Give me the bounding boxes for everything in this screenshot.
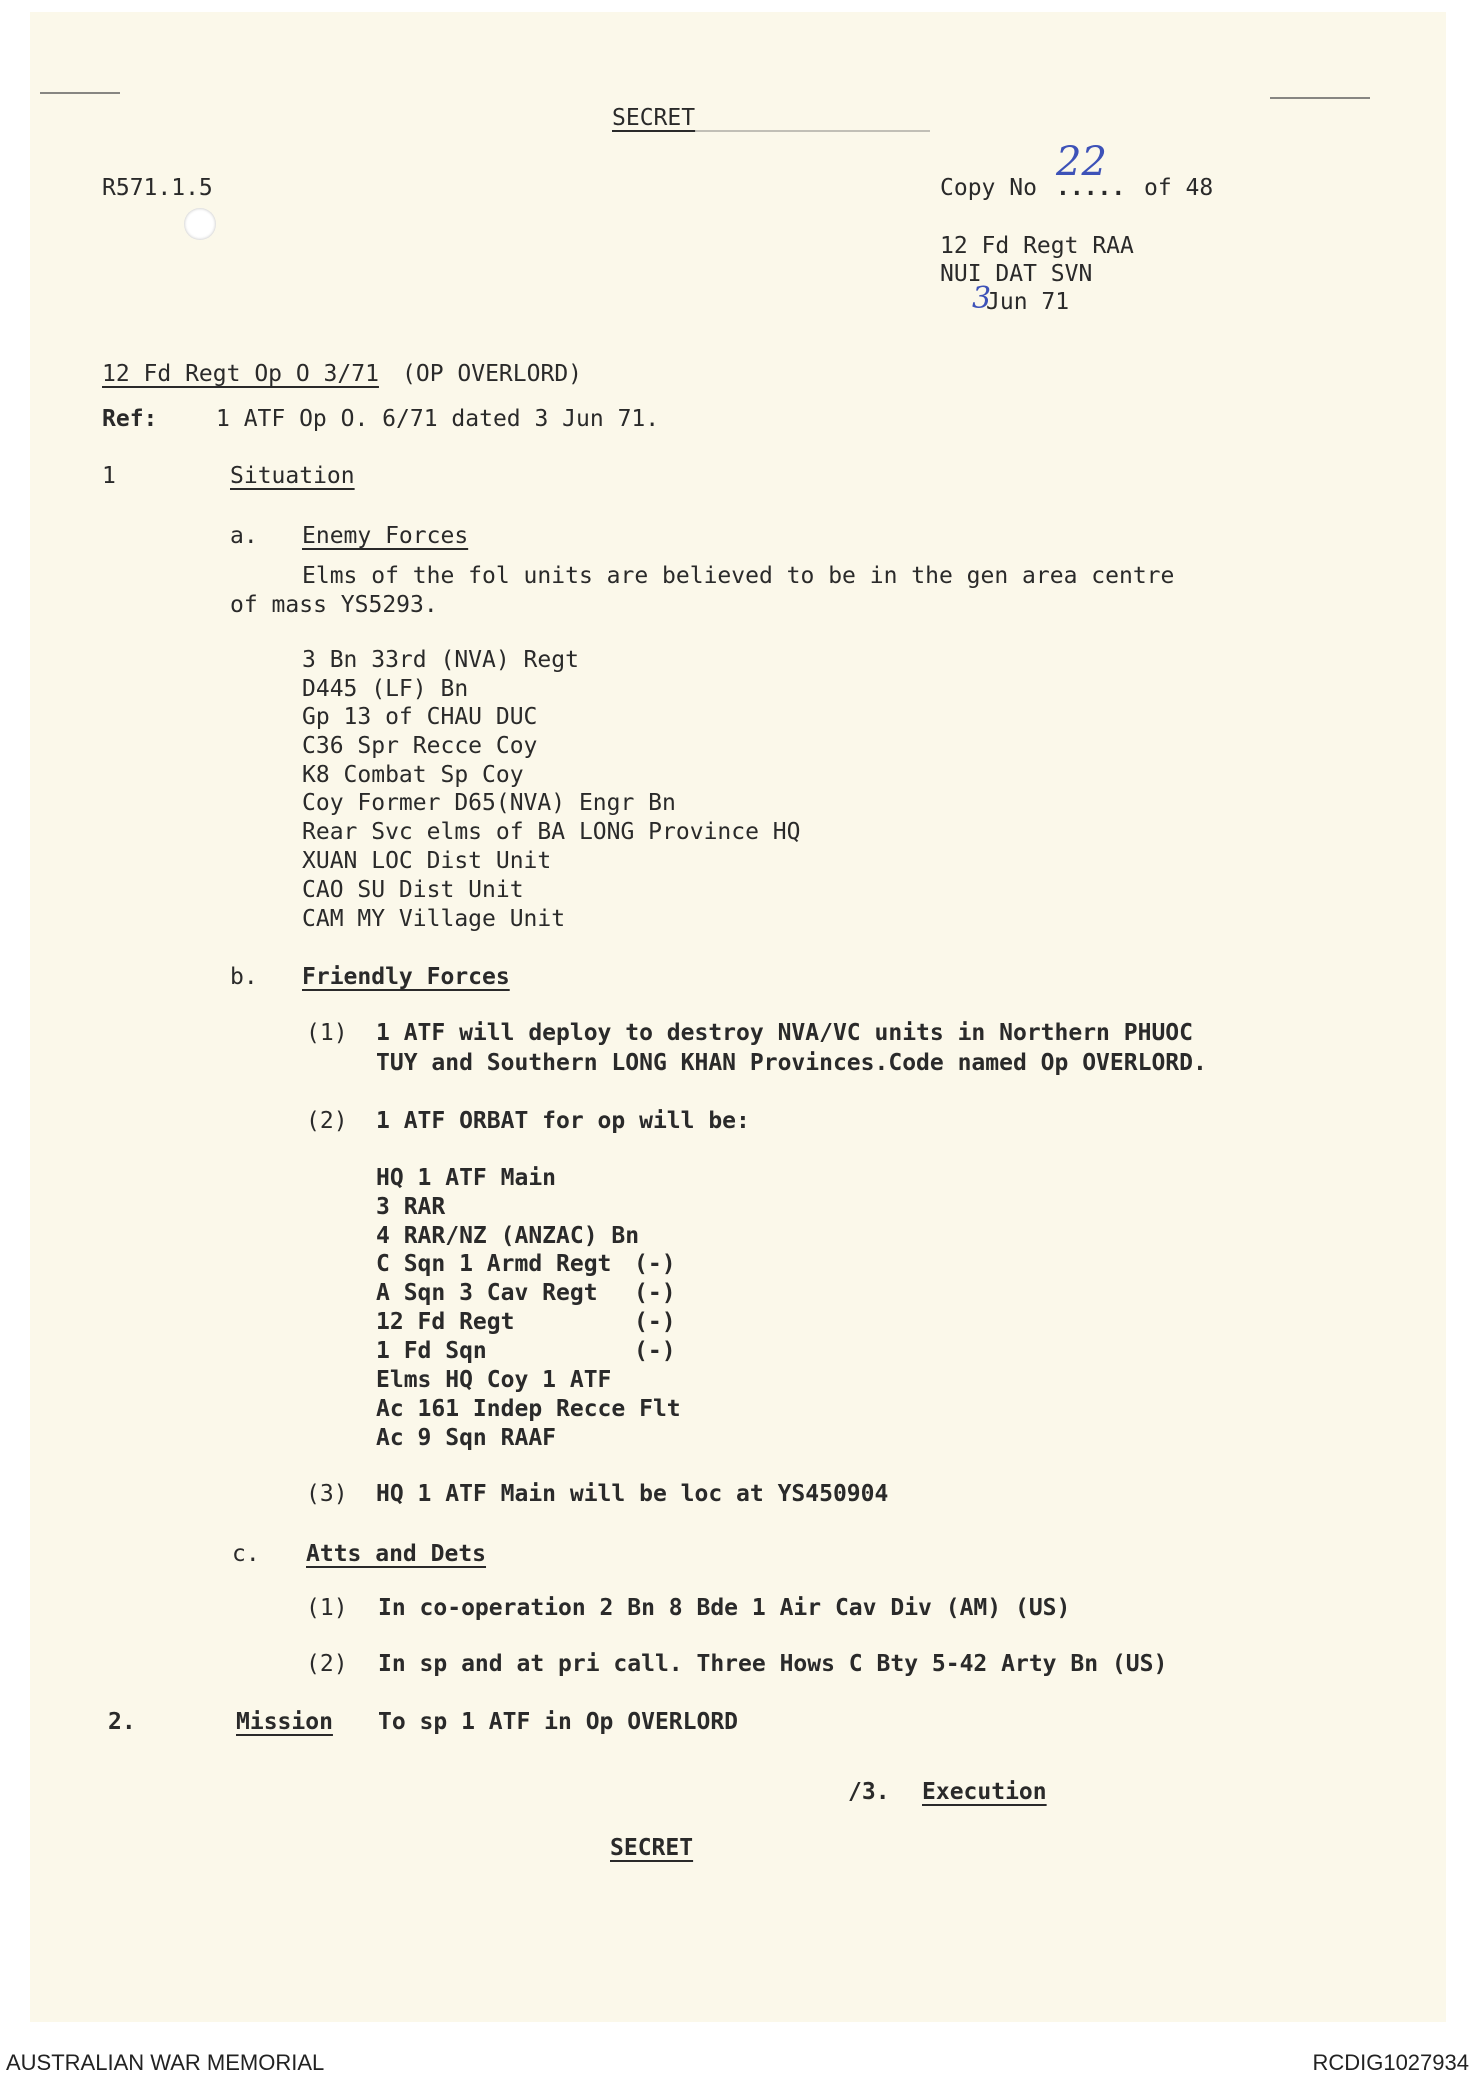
orbat-tag: (-) bbox=[634, 1280, 676, 1306]
file-reference: R571.1.5 bbox=[102, 175, 213, 201]
friendly-para-line: TUY and Southern LONG KHAN Provinces.Code named Op OVERLORD. bbox=[376, 1050, 1207, 1076]
footer-archive-name: AUSTRALIAN WAR MEMORIAL bbox=[6, 2050, 325, 2075]
scan-mark bbox=[40, 92, 120, 94]
section-heading-mission: Mission bbox=[236, 1709, 333, 1735]
list-item: Rear Svc elms of BA LONG Province HQ bbox=[302, 819, 801, 845]
list-item: C36 Spr Recce Coy bbox=[302, 733, 538, 759]
list-item: Gp 13 of CHAU DUC bbox=[302, 704, 538, 730]
subsection-letter: a. bbox=[230, 523, 258, 549]
hq-location: HQ 1 ATF Main will be loc at YS450904 bbox=[376, 1481, 889, 1507]
unit-location: NUI DAT SVN bbox=[940, 261, 1093, 287]
scan-mark bbox=[1270, 97, 1370, 99]
para-number: (2) bbox=[306, 1651, 348, 1677]
classification-top: SECRET bbox=[612, 105, 696, 131]
list-item: D445 (LF) Bn bbox=[302, 676, 469, 702]
subsection-heading-atts: Atts and Dets bbox=[306, 1541, 487, 1567]
list-item: CAM MY Village Unit bbox=[302, 906, 566, 932]
scan-mark bbox=[680, 130, 930, 132]
orbat-item: Ac 9 Sqn RAAF bbox=[376, 1425, 557, 1451]
unit-name: 12 Fd Regt RAA bbox=[940, 233, 1134, 259]
atts-para: In sp and at pri call. Three Hows C Bty 5-42 Arty Bn (US) bbox=[378, 1651, 1168, 1677]
orbat-item: 4 RAR/NZ (ANZAC) Bn bbox=[376, 1223, 640, 1249]
list-item: 3 Bn 33rd (NVA) Regt bbox=[302, 647, 579, 673]
section-number: 1 bbox=[102, 463, 116, 489]
orbat-intro: 1 ATF ORBAT for op will be: bbox=[376, 1108, 750, 1134]
orbat-item: Elms HQ Coy 1 ATF bbox=[376, 1367, 612, 1393]
para-number: (1) bbox=[306, 1595, 348, 1621]
orbat-tag: (-) bbox=[634, 1309, 676, 1335]
order-title-suffix: (OP OVERLORD) bbox=[402, 361, 583, 387]
list-item: K8 Combat Sp Coy bbox=[302, 762, 524, 788]
ref-label: Ref: bbox=[102, 406, 158, 432]
continuation-prefix: /3. bbox=[848, 1779, 890, 1805]
subsection-heading-enemy: Enemy Forces bbox=[302, 523, 469, 549]
orbat-tag: (-) bbox=[634, 1251, 676, 1277]
subsection-letter: b. bbox=[230, 964, 258, 990]
punch-hole bbox=[184, 208, 216, 240]
orbat-item: A Sqn 3 Cav Regt bbox=[376, 1280, 598, 1306]
subsection-letter: c. bbox=[232, 1541, 260, 1567]
copy-dots: ..... bbox=[1056, 175, 1126, 201]
list-item: XUAN LOC Dist Unit bbox=[302, 848, 552, 874]
ref-text: 1 ATF Op O. 6/71 dated 3 Jun 71. bbox=[216, 406, 660, 432]
orbat-item: Ac 161 Indep Recce Flt bbox=[376, 1396, 681, 1422]
copy-of: of 48 bbox=[1144, 175, 1214, 201]
orbat-item: HQ 1 ATF Main bbox=[376, 1165, 557, 1191]
enemy-paragraph-line: Elms of the fol units are believed to be in the gen area centre bbox=[302, 563, 1175, 589]
date-day-handwritten: 3 bbox=[972, 281, 992, 316]
friendly-para-line: 1 ATF will deploy to destroy NVA/VC units in Northern PHUOC bbox=[376, 1020, 1193, 1046]
copy-label: Copy No bbox=[940, 175, 1037, 201]
atts-para: In co-operation 2 Bn 8 Bde 1 Air Cav Div (AM) (US) bbox=[378, 1595, 1071, 1621]
para-number: (1) bbox=[306, 1020, 348, 1046]
mission-text: To sp 1 ATF in Op OVERLORD bbox=[378, 1709, 739, 1735]
list-item: Coy Former D65(NVA) Engr Bn bbox=[302, 790, 676, 816]
enemy-paragraph-line: of mass YS5293. bbox=[230, 592, 438, 618]
orbat-item: 1 Fd Sqn bbox=[376, 1338, 487, 1364]
orbat-item: C Sqn 1 Armd Regt bbox=[376, 1251, 612, 1277]
order-title: 12 Fd Regt Op O 3/71 bbox=[102, 361, 379, 387]
orbat-item: 12 Fd Regt bbox=[376, 1309, 515, 1335]
section-heading-situation: Situation bbox=[230, 463, 355, 489]
continuation-heading: Execution bbox=[922, 1779, 1047, 1805]
orbat-item: 3 RAR bbox=[376, 1194, 446, 1220]
section-number: 2. bbox=[108, 1709, 136, 1735]
para-number: (2) bbox=[306, 1108, 348, 1134]
para-number: (3) bbox=[306, 1481, 348, 1507]
copy-number-handwritten: 22 bbox=[1056, 139, 1107, 185]
footer-catalog-id: RCDIG1027934 bbox=[1312, 2050, 1469, 2075]
orbat-tag: (-) bbox=[634, 1338, 676, 1364]
list-item: CAO SU Dist Unit bbox=[302, 877, 524, 903]
date-month-year: Jun 71 bbox=[986, 289, 1070, 315]
classification-bottom: SECRET bbox=[610, 1835, 694, 1861]
subsection-heading-friendly: Friendly Forces bbox=[302, 964, 510, 990]
